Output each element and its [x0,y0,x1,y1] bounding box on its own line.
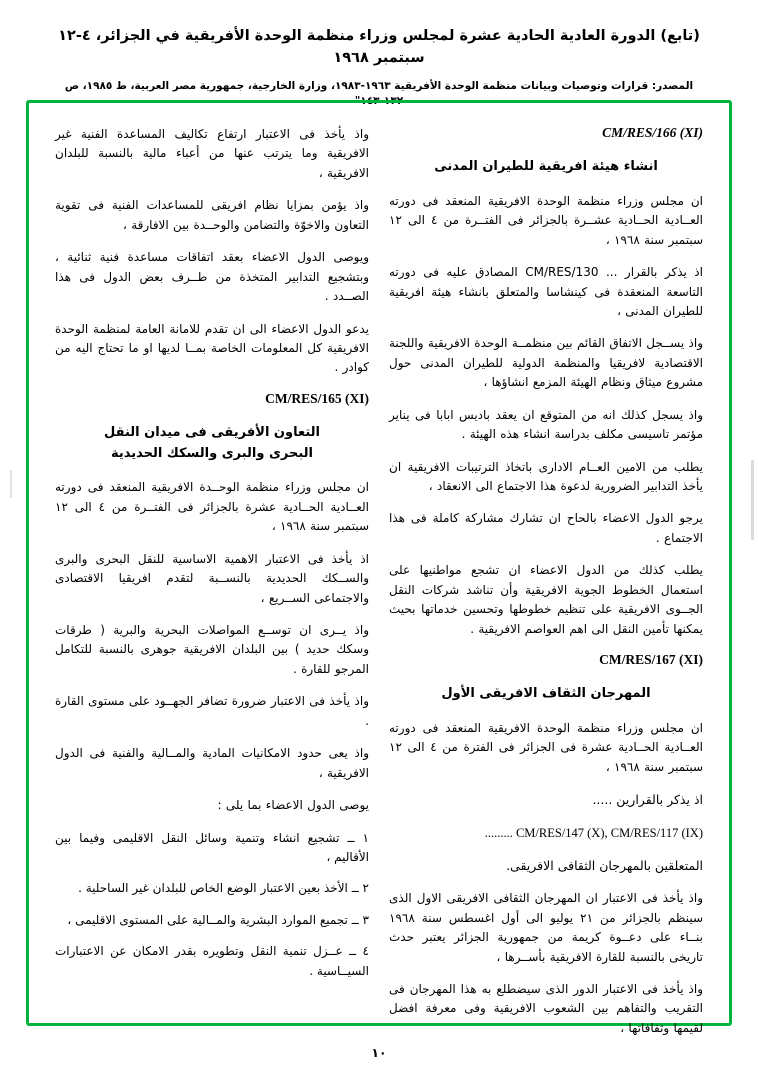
list-item: ٤ ــ عــزل تنمية النقل وتطويره بقدر الامكان عن الاعتبارات السيــاسية . [55,944,369,978]
column-right [379,111,721,1035]
page-title: (تابع) الدورة العادية الحادية عشرة لمجلس وزراء منظمة الوحدة الأفريقية في الجزائر، ٤-١٢ سبتمبر ١٩٦٨ [58,28,700,66]
paragraph: اذ يذكر بالقرار ... CM/RES/130 المصادق عليه فى دورته التاسعة المنعقدة فى كينشاسا والمتعلق بانشاء هيئة افريقية للطيران المدنى ، [389,265,703,318]
paragraph: يرجو الدول الاعضاء بالحاح ان تشارك مشاركة كاملة فى هذا الاجتماع . [389,511,703,545]
list-item: ١ ــ تشجيع انشاء وتنمية وسائل النقل الاقليمى وفيما بين الأقاليم ، [55,830,369,864]
paragraph: يطلب من الامين العــام الادارى باتخاذ الترتيبات الافريقية ان يأخذ التدابير الضرورية لدعوة هذا الاجتماع الى الانعقاد ، [389,459,703,494]
resolution-id-165: CM/RES/165 (XI) [265,390,369,406]
paragraph: واذ يؤمن بمزايا نظام افريقى للمساعدات الفنية فى تقوية التعاون والاخوّة والتضامن والوحــدة بين الافارقة ، [55,198,369,232]
paragraph: يدعو الدول الاعضاء الى ان تقدم للامانة العامة لمنظمة الوحدة الافريقية كل المعلومات الخاصة بمــا لديها او ما تحتاج اليه من كوادر . [55,321,369,375]
resolution-id-166: CM/RES/166 (XI) [602,125,703,140]
reference-line-note: المتعلقين بالمهرجان الثقافى الافريقى. [506,858,703,874]
paragraph: ان مجلس وزراء منظمة الوحدة الافريقية المنعقد فى دورته العــادية الحــادية عشــرة بالجزائر فى الفتــرة من ٤ الى ١٢ سبتمبر سنة ١٩٦٨ ، [389,193,703,247]
resolution-heading-165 [55,423,369,465]
heading-line-1: التعاون الأفريقى فى ميدان النقل [104,424,320,440]
list-item: ٣ ــ تجميع الموارد البشرية والمــالية على المستوى الاقليمى ، [67,912,369,927]
content-frame [26,100,732,1035]
paragraph: ان مجلس وزراء منظمة الوحــدة الافريقية المنعقد فى دورته العــادية الحــادية عشرة بالجزائر فى الفتــرة من ٤ الى ١٢ سبتمبر سنة ١٩٦٨ ، [55,480,369,534]
page-edge-mark [751,460,754,540]
two-column-layout [37,111,721,1035]
paragraph: واذ يأخذ فى الاعتبار الدور الذى سيضطلع به هذا المهرجان فى التقريب والتفاهم بين الشعوب الافريقية وفى معرفة افضل لقيمها وثقافاتها ، [389,981,703,1035]
paragraph: ويوصى الدول الاعضاء بعقد اتفاقات مساعدة فنية ثنائية ، وبتشجيع التدابير المتخذة من طــرف بعض الدول فى هذا الصــدد . [55,250,369,304]
resolution-id-167: CM/RES/167 (XI) [599,652,703,668]
paragraph: واذ يأخذ فى الاعتبار ارتفاع تكاليف المساعدة الفنية غير الافريقية وما يترتب عنها من أعباء مالية بالنسبة للبلدان الافريقية ، [55,127,369,180]
paragraph: واذ يأخذ فى الاعتبار ضرورة تضافر الجهــود على مستوى القارة . [55,694,369,728]
resolution-heading-167: المهرجان الثقاف الافريقى الأول [441,686,651,702]
page-edge-mark-secondary [10,470,12,498]
page-number: ١٠ [371,1045,387,1060]
paragraph: يطلب كذلك من الدول الاعضاء ان تشجع مواطنيها على استعمال الخطوط الجوية الافريقية وأن تناشد شركات النقل الجــوى الافريقية على تنظيم خطوطها وتحسين خدماتها بحيث يمكنها تأمين النقل الى اهم العواصم الافريقية . [389,563,703,636]
heading-line-2: البحرى والبرى والسكك الحديدية [110,445,313,461]
paragraph: واذ يســجل الاتفاق القائم بين منظمــة الوحدة الافريقية واللجنة الاقتصادية لافريقيا والمنظمة الدولية للطيران المدنى حول مشروع ميثاق ونظام الهيئة المزمع انشاؤها ، [389,336,703,390]
recommendation-list [55,829,369,982]
paragraph: واذ يسجل كذلك انه من المتوقع ان يعقد باديس ابابا فى يناير مؤتمر تاسيسى مكلف بدراسة انشاء هذه الهيئة . [389,407,703,442]
paragraph: واذ يأخذ فى الاعتبار ان المهرجان الثقافى الافريقى الاول الذى سينظم بالجزائر من ٢١ يوليو الى أول اغسطس سنة ١٩٦٨ بنــاء على دعــوة كريمة من جمهورية الجزائر يعتبر حدث تاريخى بالنسبة للقارة الافريقية بأســرها ، [389,891,703,964]
reference-line: اذ يذكر بالقرارين ..... [592,792,703,808]
column-left [37,111,379,1015]
document-header [0,0,758,110]
list-item: ٢ ــ الأخذ بعين الاعتبار الوضع الخاص للبلدان غير الساحلية . [78,881,369,896]
paragraph: واذ يــرى ان توســع المواصلات البحرية والبرية ( طرقات وسكك حديد ) بين البلدان الافريقية جوهرى بالنسبة للتكامل المرجو للقارة . [55,623,369,676]
resolution-heading-166: انشاء هيئة افريقية للطيران المدنى [434,159,658,174]
reference-line-codes: CM/RES/147 (X), CM/RES/117 (IX) ......... [484,826,703,841]
source-citation: المصدر: ‏قرارات وتوصيات وبيانات منظمة الوحدة الأفريقية ١٩٦٣-١٩٨٣، وزارة الخارجية، جمهورية مصر العربية، ط ١٩٨٥، ص ١٣٢-١٤٣" [64,79,694,108]
paragraph: اذ يأخذ فى الاعتبار الاهمية الاساسية للنقل البحرى والبرى والســكك الحديدية بالنســبة لتقدم افريقيا الاقتصادى والاجتماعى الســريع ، [55,551,369,605]
paragraph: ان مجلس وزراء منظمة الوحدة الافريقية المنعقد فى دورته العــادية الحــادية عشرة فى الجزائر فى الفترة من ٤ الى ١٢ سبتمبر سنة ١٩٦٨ ، [389,720,703,774]
list-intro: يوصى الدول الاعضاء بما يلى : [217,798,369,813]
paragraph: واذ يعى حدود الامكانيات المادية والمــالية والفنية فى الدول الافريقية ، [55,746,369,780]
